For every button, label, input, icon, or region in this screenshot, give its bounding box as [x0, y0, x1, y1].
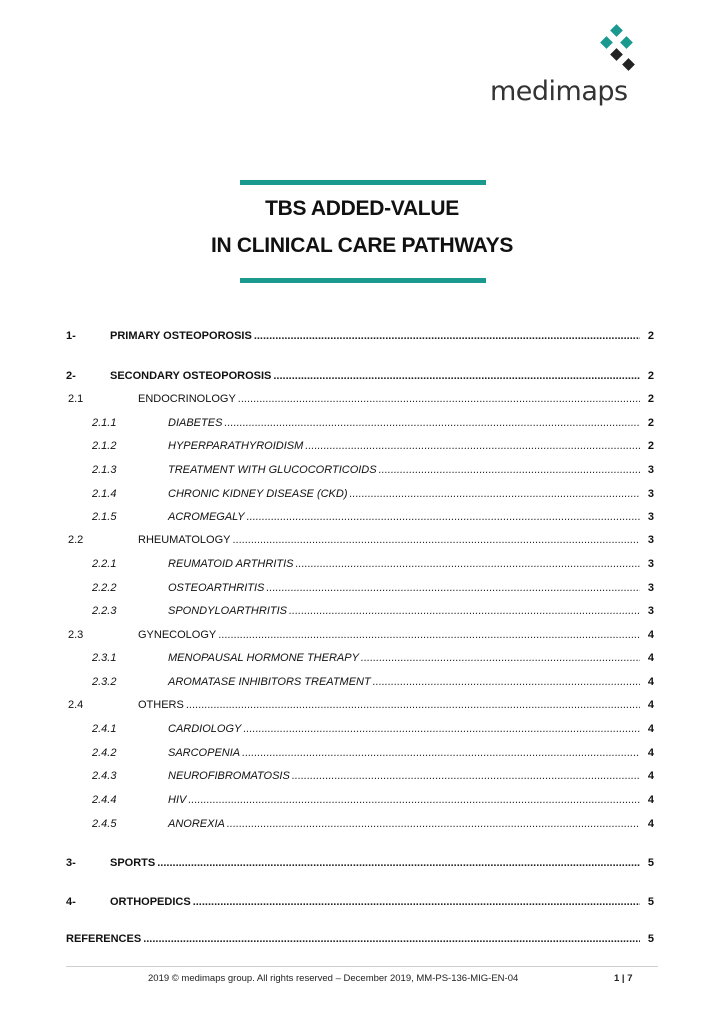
footer-page-number: 1 | 7	[614, 973, 633, 984]
toc-entry-page: 2	[647, 440, 654, 452]
toc-dot-leader	[350, 488, 641, 500]
toc-entry-line	[138, 393, 654, 405]
toc-entry-line	[168, 464, 654, 476]
toc-entry-line	[168, 770, 654, 782]
toc-dot-leader	[193, 896, 640, 908]
toc-entry-label: CARDIOLOGY	[168, 723, 242, 735]
toc-entry-line	[138, 629, 654, 641]
toc-entry-line	[168, 582, 654, 594]
toc-entry-label: SARCOPENIA	[168, 747, 241, 759]
toc-dot-leader	[243, 723, 640, 735]
title-top-rule	[240, 180, 486, 185]
toc-entry-number: 2.2.3	[92, 605, 117, 617]
toc-entry-label: DIABETES	[168, 417, 223, 429]
toc-entry-page: 2	[647, 330, 654, 342]
toc-entry-line	[138, 534, 654, 546]
toc-entry-label: SPONDYLOARTHRITIS	[168, 605, 287, 617]
toc-entry-label: ENDOCRINOLOGY	[138, 393, 236, 405]
toc-entry-line	[168, 417, 654, 429]
toc-entry-line	[110, 370, 654, 382]
toc-entry-number: 2.4.4	[92, 794, 117, 806]
toc-dot-leader	[218, 629, 640, 641]
toc-dot-leader	[188, 794, 640, 806]
toc-entry-page: 3	[647, 605, 654, 617]
toc-entry[interactable]	[66, 393, 654, 409]
toc-entry[interactable]	[66, 770, 654, 786]
toc-entry-label: PRIMARY OSTEOPOROSIS	[110, 330, 252, 342]
toc-entry[interactable]	[66, 488, 654, 504]
toc-entry[interactable]	[66, 857, 654, 873]
toc-entry-number: 2.4.3	[92, 770, 117, 782]
toc-entry-line	[168, 558, 654, 570]
toc-entry-label: REUMATOID ARTHRITIS	[168, 558, 294, 570]
toc-entry-number: 2.1.5	[92, 511, 117, 523]
footer-copyright: 2019 © medimaps group. All rights reserved – December 2019, MM-PS-136-MIG-EN-04	[148, 973, 519, 984]
toc-entry-number: 2.1.1	[92, 417, 117, 429]
toc-entry-label: ACROMEGALY	[168, 511, 245, 523]
toc-entry-number: 2.4.5	[92, 818, 117, 830]
toc-entry-number: 1-	[66, 330, 76, 342]
toc-entry-page: 4	[647, 747, 654, 759]
toc-entry[interactable]	[66, 440, 654, 456]
toc-entry-label: OTHERS	[138, 699, 184, 711]
toc-entry-page: 4	[647, 794, 654, 806]
toc-entry-label: RHEUMATOLOGY	[138, 534, 231, 546]
toc-dot-leader	[296, 558, 641, 570]
toc-dot-leader	[233, 534, 641, 546]
toc-entry-line	[110, 330, 654, 342]
toc-entry-page: 3	[647, 582, 654, 594]
toc-entry-number: 2.2.1	[92, 558, 117, 570]
toc-entry-number: 2.1.3	[92, 464, 117, 476]
toc-entry-label: HIV	[168, 794, 187, 806]
toc-dot-leader	[186, 699, 640, 711]
toc-entry-line	[138, 699, 654, 711]
toc-entry-number: 2.3.1	[92, 652, 117, 664]
toc-dot-leader	[157, 857, 640, 869]
toc-dot-leader	[266, 582, 640, 594]
toc-entry-line	[168, 723, 654, 735]
toc-entry-line	[168, 676, 654, 688]
toc-entry-line	[168, 794, 654, 806]
toc-dot-leader	[305, 440, 640, 452]
toc-dot-leader	[143, 933, 640, 945]
toc-entry[interactable]	[66, 558, 654, 574]
toc-entry[interactable]	[66, 629, 654, 645]
toc-dot-leader	[238, 393, 640, 405]
toc-entry-number: 2.4.1	[92, 723, 117, 735]
toc-entry-label: GYNECOLOGY	[138, 629, 217, 641]
toc-entry-page: 3	[647, 558, 654, 570]
toc-entry-label: CHRONIC KIDNEY DISEASE (CKD)	[168, 488, 348, 500]
toc-dot-leader	[292, 770, 640, 782]
toc-entry-page: 3	[647, 511, 654, 523]
toc-dot-leader	[227, 818, 640, 830]
toc-entry-label: TREATMENT WITH GLUCOCORTICOIDS	[168, 464, 377, 476]
toc-entry-line	[168, 652, 654, 664]
toc-entry-line	[110, 896, 654, 908]
toc-dot-leader	[242, 747, 640, 759]
toc-entry-label: OSTEOARTHRITIS	[168, 582, 265, 594]
toc-entry-page: 5	[647, 933, 654, 945]
toc-entry[interactable]	[66, 417, 654, 433]
toc-entry-label: AROMATASE INHIBITORS TREATMENT	[168, 676, 371, 688]
toc-entry-number: 2-	[66, 370, 76, 382]
toc-entry-line	[168, 511, 654, 523]
toc-entry-line	[168, 440, 654, 452]
toc-entry-label: ANOREXIA	[168, 818, 225, 830]
toc-entry-page: 3	[647, 464, 654, 476]
toc-entry-label: REFERENCES	[66, 933, 142, 945]
toc-entry-number: 2.1	[68, 393, 84, 405]
title-line-1: TBS ADDED-VALUE	[265, 197, 459, 220]
toc-entry-number: 2.3	[68, 629, 84, 641]
toc-entry[interactable]	[66, 511, 654, 527]
toc-dot-leader	[373, 676, 640, 688]
toc-dot-leader	[361, 652, 640, 664]
toc-entry[interactable]	[66, 896, 654, 912]
toc-entry-label: SPORTS	[110, 857, 156, 869]
toc-entry-page: 4	[647, 652, 654, 664]
toc-entry-line	[168, 605, 654, 617]
toc-entry[interactable]	[66, 933, 654, 949]
toc-entry[interactable]	[66, 794, 654, 810]
toc-entry-number: 4-	[66, 896, 76, 908]
toc-entry[interactable]	[66, 652, 654, 668]
toc-entry-number: 2.1.2	[92, 440, 117, 452]
toc-entry[interactable]	[66, 747, 654, 763]
medimaps-logo	[490, 24, 640, 109]
toc-entry-page: 5	[647, 857, 654, 869]
toc-dot-leader	[273, 370, 640, 382]
diamond-mark-icon	[600, 24, 640, 74]
toc-entry[interactable]	[66, 699, 654, 715]
toc-entry[interactable]	[66, 723, 654, 739]
toc-entry[interactable]	[66, 818, 654, 834]
toc-entry[interactable]	[66, 676, 654, 692]
toc-entry-label: HYPERPARATHYROIDISM	[168, 440, 304, 452]
toc-entry-number: 2.3.2	[92, 676, 117, 688]
title-line-2: IN CLINICAL CARE PATHWAYS	[210, 234, 514, 257]
toc-entry-number: 2.2	[68, 534, 84, 546]
toc-entry-label: SECONDARY OSTEOPOROSIS	[110, 370, 272, 382]
toc-entry-page: 5	[647, 896, 654, 908]
toc-entry-number: 3-	[66, 857, 76, 869]
toc-entry-label: MENOPAUSAL HORMONE THERAPY	[168, 652, 359, 664]
toc-entry-number: 2.1.4	[92, 488, 117, 500]
toc-entry-line	[66, 933, 654, 945]
toc-entry[interactable]	[66, 330, 654, 346]
toc-dot-leader	[289, 605, 640, 617]
toc-entry[interactable]	[66, 582, 654, 598]
toc-entry-label: ORTHOPEDICS	[110, 896, 191, 908]
toc-entry-number: 2.2.2	[92, 582, 117, 594]
toc-dot-leader	[254, 330, 640, 342]
toc-entry-page: 3	[647, 488, 654, 500]
toc-entry-page: 4	[647, 699, 654, 711]
logo-wordmark: medimaps	[490, 76, 628, 107]
toc-entry-line	[110, 857, 654, 869]
toc-entry[interactable]	[66, 370, 654, 386]
toc-entry-page: 2	[647, 393, 654, 405]
toc-entry-page: 4	[647, 770, 654, 782]
toc-entry-number: 2.4	[68, 699, 84, 711]
toc-entry-page: 2	[647, 370, 654, 382]
toc-entry[interactable]	[66, 534, 654, 550]
toc-entry-number: 2.4.2	[92, 747, 117, 759]
toc-entry[interactable]	[66, 464, 654, 480]
toc-entry-line	[168, 747, 654, 759]
toc-entry-line	[168, 818, 654, 830]
toc-entry-page: 4	[647, 676, 654, 688]
toc-dot-leader	[379, 464, 640, 476]
toc-dot-leader	[247, 511, 640, 523]
toc-entry[interactable]	[66, 605, 654, 621]
toc-entry-page: 2	[647, 417, 654, 429]
toc-entry-page: 4	[647, 818, 654, 830]
toc-entry-line	[168, 488, 654, 500]
toc-entry-page: 3	[647, 534, 654, 546]
title-bottom-rule	[240, 278, 486, 283]
toc-entry-page: 4	[647, 723, 654, 735]
toc-entry-page: 4	[647, 629, 654, 641]
footer-divider	[66, 966, 658, 967]
toc-entry-label: NEUROFIBROMATOSIS	[168, 770, 290, 782]
toc-dot-leader	[224, 417, 640, 429]
